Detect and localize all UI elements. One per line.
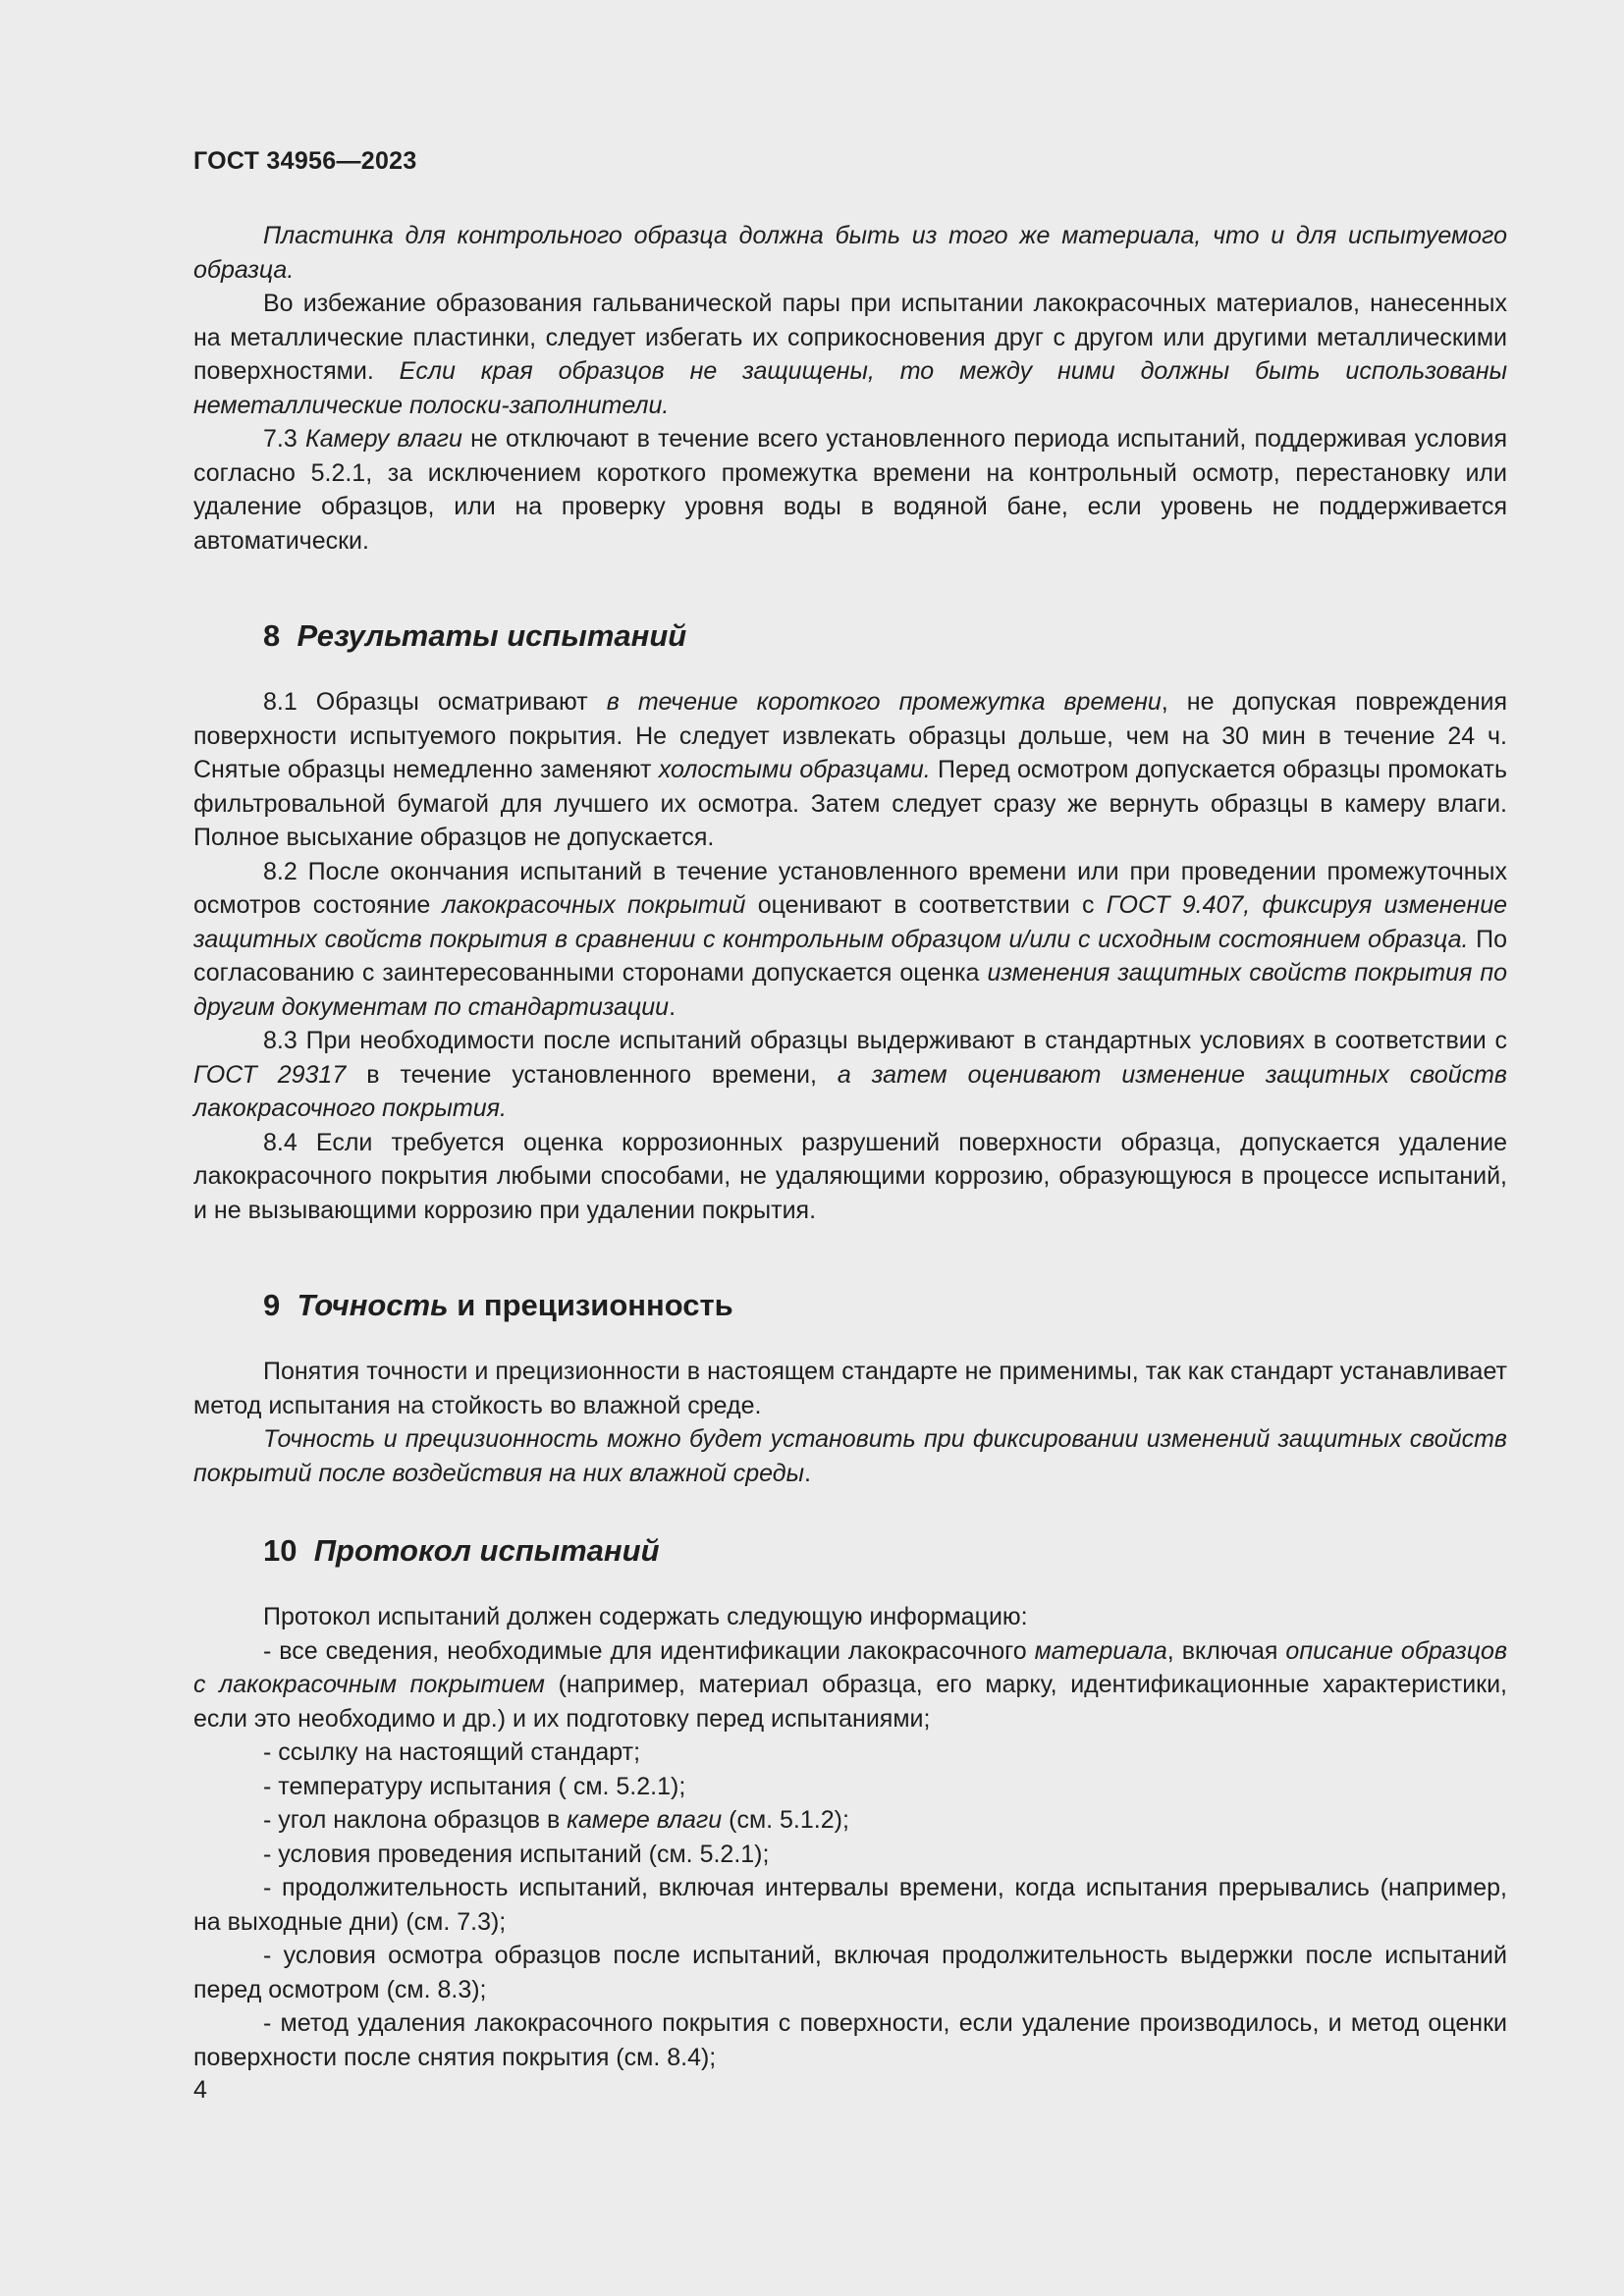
text-run: (например, материал образца, его марку, идентификационные характеристики, если это необходимо и др.) и их подготовку перед испытаниями; bbox=[193, 1671, 1508, 1733]
section-10-heading bbox=[263, 1531, 1507, 1571]
italic-text-run: Пластинка для контрольного образца должна быть из того же материала, что и для испытуемого образца. bbox=[193, 222, 1507, 284]
section-8-number: 8 bbox=[263, 618, 281, 653]
text-run: 8.3 При необходимости после испытаний образцы выдерживают в стандартных условиях в соответствии с bbox=[263, 1027, 1507, 1054]
page-content bbox=[193, 147, 1507, 2074]
section-9-title-italic: Точность bbox=[297, 1288, 449, 1322]
paragraph bbox=[193, 1422, 1507, 1490]
text-run: 7.3 bbox=[263, 425, 305, 453]
paragraph bbox=[193, 685, 1507, 855]
text-run: . bbox=[669, 992, 677, 1021]
italic-text-run: описание образцов с лакокрасочным покрытием bbox=[193, 1636, 1508, 1698]
paragraph bbox=[193, 1634, 1507, 1736]
paragraph bbox=[193, 1126, 1507, 1228]
text-run: в течение установленного времени, bbox=[346, 1060, 838, 1089]
section-9-title-rest: и прецизионность bbox=[448, 1288, 733, 1322]
text-run: 8.1 Образцы осматривают bbox=[263, 688, 607, 716]
text-run: - ссылку на настоящий стандарт; bbox=[263, 1738, 641, 1766]
text-run: не отключают в течение всего установленного периода испытаний, поддерживая условия согласно 5.2.1, за исключением короткого промежутка времени на контрольный осмотр, перестановку или удаление образцов, или на проверку уровня воды в водяной бане, если уровень не поддерживается автоматически. bbox=[193, 425, 1508, 555]
section-9-body bbox=[193, 1355, 1507, 1490]
italic-text-run: лакокрасочных покрытий bbox=[442, 891, 746, 919]
italic-text-run: изменения защитных свойств покрытия по другим документам по стандартизации bbox=[193, 959, 1508, 1021]
paragraph bbox=[193, 1803, 1507, 1838]
text-run: - все сведения, необходимые для идентификации лакокрасочного bbox=[263, 1636, 1035, 1665]
paragraph bbox=[193, 219, 1507, 287]
paragraph bbox=[193, 287, 1507, 422]
text-run: - условия осмотра образцов после испытаний, включая продолжительность выдержки после испытаний перед осмотром (см. 8.3); bbox=[193, 1942, 1507, 2003]
italic-text-run: а затем оценивают изменение защитных свойств лакокрасочного покрытия. bbox=[193, 1060, 1507, 1122]
italic-text-run: Камеру влаги bbox=[304, 425, 462, 453]
text-run: Протокол испытаний должен содержать следующую информацию: bbox=[263, 1603, 1028, 1630]
paragraph bbox=[193, 855, 1507, 1025]
text-run: , не допуская повреждения поверхности испытуемого покрытия. Не следует извлекать образцы дольше, чем на 30 мин в течение 24 ч. Снятые образцы немедленно заменяют bbox=[193, 688, 1508, 783]
text-run: - температуру испытания ( см. 5.2.1); bbox=[263, 1772, 686, 1800]
paragraph bbox=[193, 422, 1507, 558]
document-header: ГОСТ 34956—2023 bbox=[193, 147, 417, 175]
paragraph bbox=[193, 1735, 1507, 1770]
text-run: (см. 5.1.2); bbox=[722, 1806, 849, 1834]
text-run: 8.2 После окончания испытаний в течение установленного времени или при проведении промежуточных осмотров состояние bbox=[193, 857, 1507, 919]
text-run: Во избежание образования гальванической пары при испытании лакокрасочных материалов, нанесенных на металлические пластинки, следует избегать их соприкосновения друг с другом или другими металлическими поверхностями. bbox=[193, 290, 1507, 385]
section-9-number: 9 bbox=[263, 1288, 281, 1322]
text-run: - условия проведения испытаний (см. 5.2.1); bbox=[263, 1840, 770, 1868]
italic-text-run: Если края образцов не защищены, то между ними должны быть использованы неметаллические полоски-заполнители. bbox=[193, 357, 1507, 419]
text-run: Перед осмотром допускается образцы промокать фильтровальной бумагой для лучшего их осмотра. Затем следует сразу же вернуть образцы в камеру влаги. Полное высыхание образцов не допускается. bbox=[193, 756, 1507, 851]
text-run: - продолжительность испытаний, включая интервалы времени, когда испытания прерывались (например, на выходные дни) (см. 7.3); bbox=[193, 1874, 1507, 1936]
section-8-heading bbox=[263, 616, 1507, 656]
text-run: - метод удаления лакокрасочного покрытия с поверхности, если удаление производилось, и метод оценки поверхности после снятия покрытия (см. 8.4); bbox=[193, 2009, 1507, 2071]
text-run: По согласованию с заинтересованными сторонами допускается оценка bbox=[193, 925, 1507, 987]
section-8-title: Результаты испытаний bbox=[297, 618, 687, 653]
italic-text-run: холостыми образцами. bbox=[658, 756, 931, 783]
italic-text-run: ГОСТ 9.407, фиксируя изменение защитных свойств покрытия в сравнении с контрольным образцом и/или с исходным состоянием образца. bbox=[193, 891, 1507, 953]
text-run: . bbox=[804, 1459, 811, 1487]
text-run: оценивают в соответствии с bbox=[745, 891, 1107, 919]
paragraph bbox=[193, 1939, 1507, 2006]
section-8-body bbox=[193, 685, 1507, 1227]
paragraph bbox=[193, 1355, 1507, 1422]
page-number: 4 bbox=[193, 2076, 207, 2104]
italic-text-run: в течение короткого промежутка времени bbox=[606, 688, 1162, 716]
text-run: 8.4 Если требуется оценка коррозионных разрушений поверхности образца, допускается удаление лакокрасочного покрытия любыми способами, не удаляющими коррозию, образующуюся в процессе испытаний, и не вызывающими коррозию при удалении покрытия. bbox=[193, 1128, 1507, 1224]
paragraph bbox=[193, 1770, 1507, 1804]
italic-text-run: камере влаги bbox=[567, 1806, 723, 1834]
text-run: Понятия точности и прецизионности в настоящем стандарте не применимы, так как стандарт устанавливает метод испытания на стойкость во влажной среде. bbox=[193, 1358, 1507, 1419]
paragraph bbox=[193, 1871, 1507, 1939]
paragraph bbox=[193, 2006, 1507, 2074]
text-run: , включая bbox=[1166, 1636, 1286, 1665]
italic-text-run: Точность и прецизионность можно будет установить при фиксировании изменений защитных свойств покрытий после воздействия на них влажной среды bbox=[193, 1425, 1507, 1487]
italic-text-run: материала bbox=[1034, 1636, 1167, 1665]
paragraph bbox=[193, 1838, 1507, 1872]
section-10-title: Протокол испытаний bbox=[313, 1533, 660, 1568]
section-10-number: 10 bbox=[263, 1533, 298, 1568]
section-10-body bbox=[193, 1600, 1507, 2074]
text-run: - угол наклона образцов в bbox=[263, 1806, 568, 1834]
section-9-heading bbox=[263, 1286, 1507, 1325]
section-7-tail bbox=[193, 219, 1507, 558]
paragraph bbox=[193, 1600, 1507, 1634]
italic-text-run: ГОСТ 29317 bbox=[193, 1060, 347, 1089]
paragraph bbox=[193, 1024, 1507, 1126]
